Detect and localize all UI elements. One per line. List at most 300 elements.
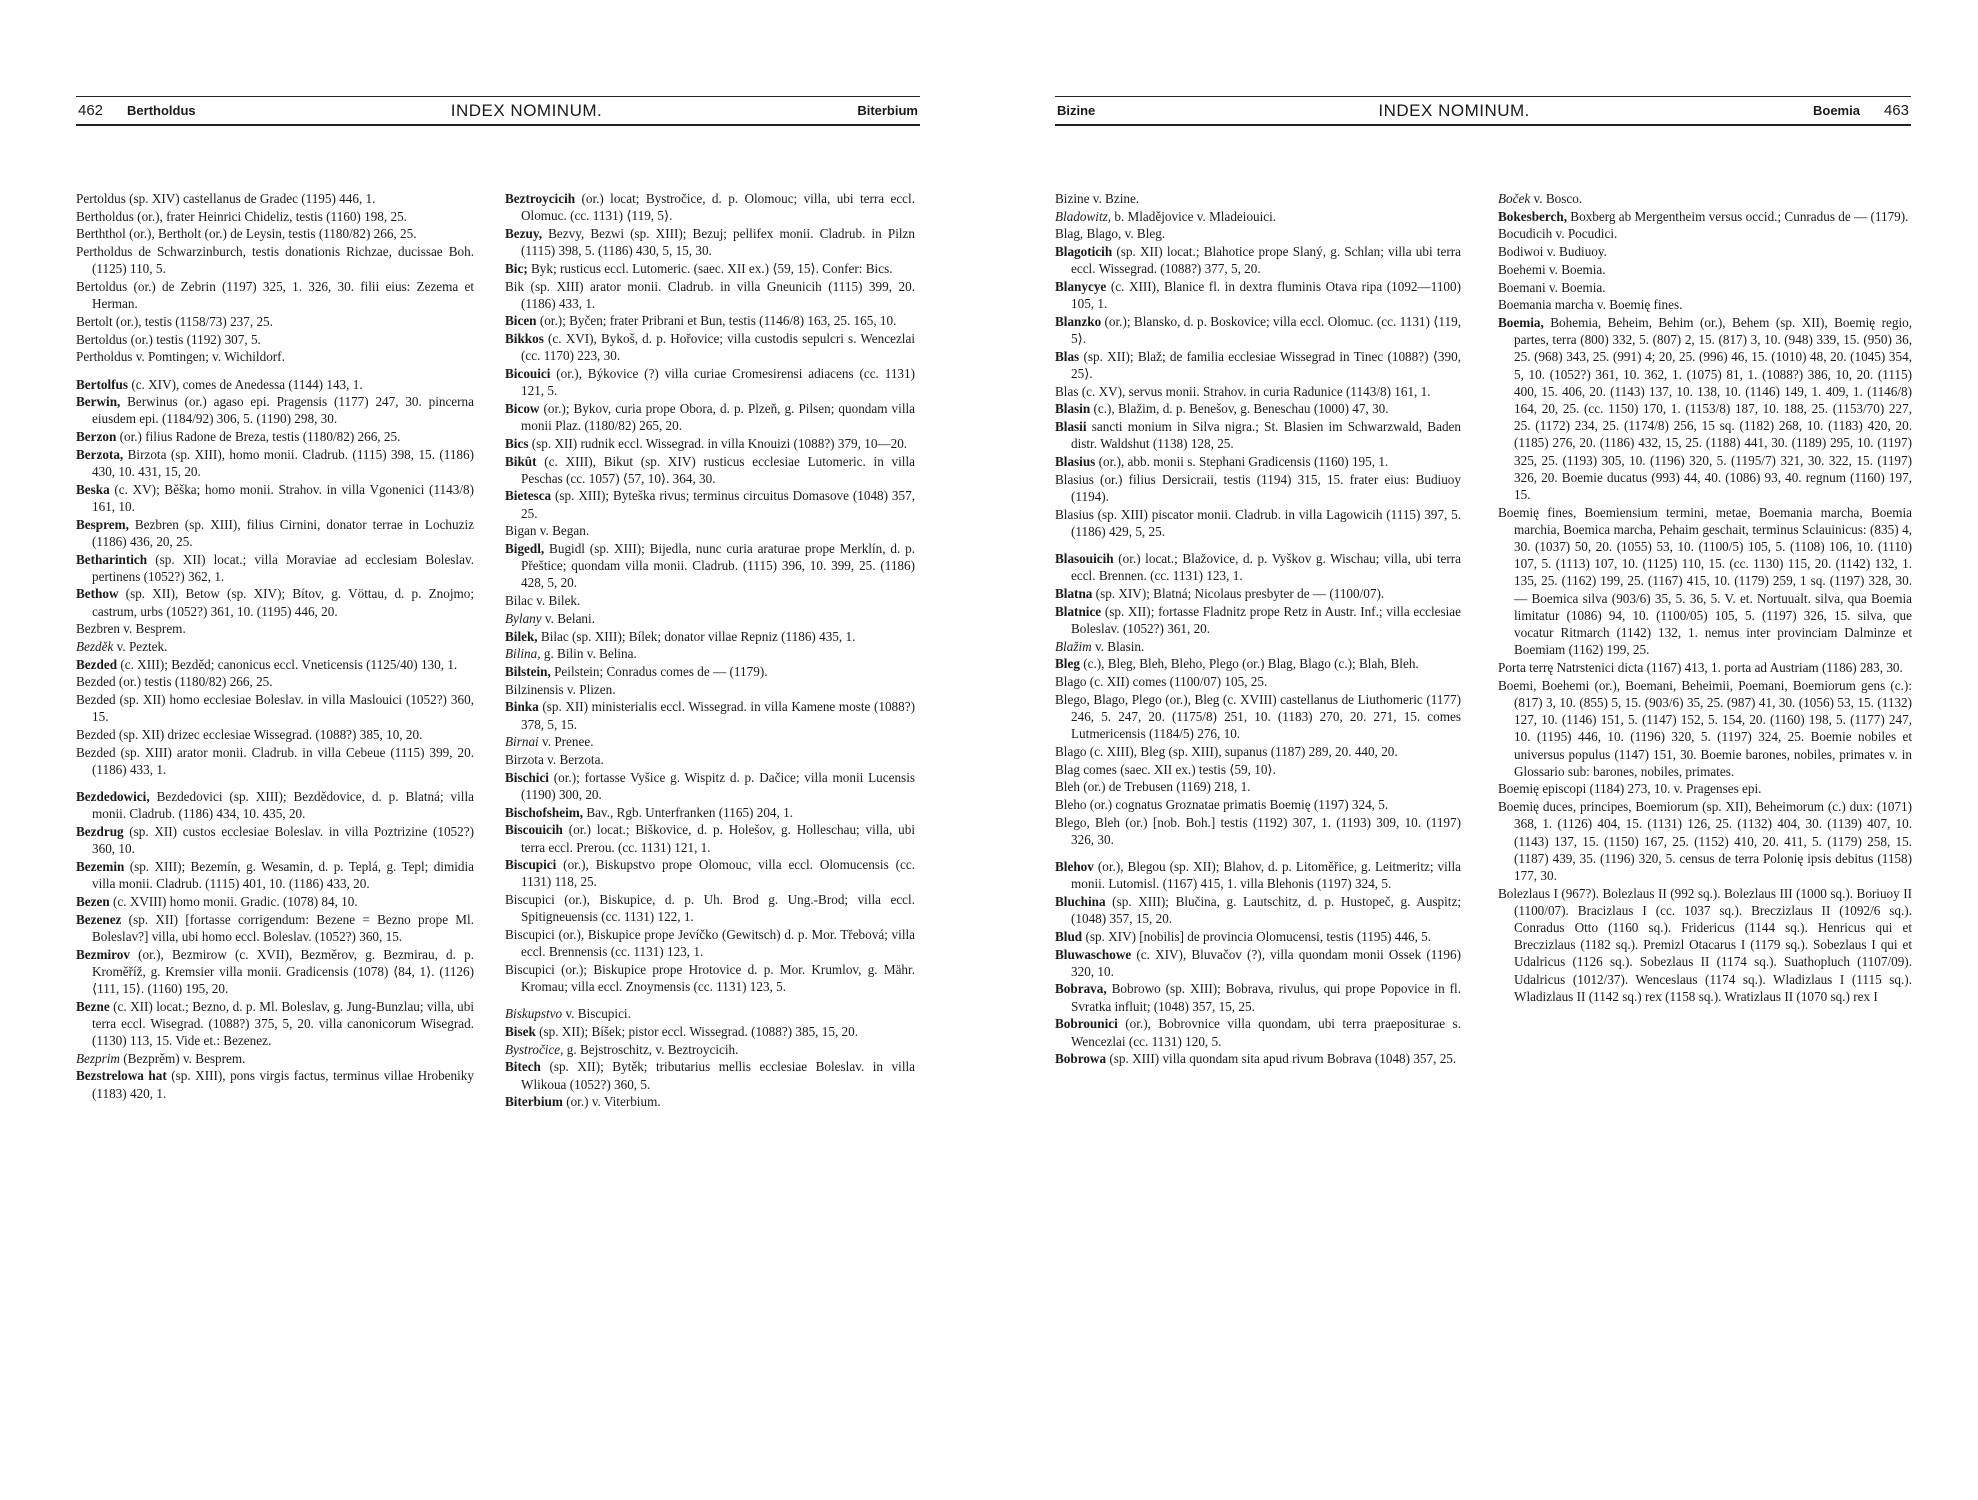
entry-text: Biscupici (or.); Biskupice prope Hrotovice d. p. Mor. Krumlov, g. Mähr. Kromau; villa eccl. Znoymensis (cc. 1131) 123, 5. xyxy=(505,961,915,995)
entry-text: (c. XIV), Bluvačov (?), villa quondam monii Ossek (1196) 320, 10. xyxy=(1071,946,1461,979)
index-entry xyxy=(76,516,474,550)
entry-headword: Bischici xyxy=(505,769,549,785)
index-entry xyxy=(505,453,915,487)
entry-text: Bertoldus (or.) de Zebrin (1197) 325, 1. 326, 30. filii eius: Zezema et Herman. xyxy=(76,279,474,312)
entry-text: Bav., Rgb. Unterfranken (1165) 204, 1. xyxy=(583,804,794,820)
page-number: 462 xyxy=(78,102,104,119)
index-entry xyxy=(505,365,915,399)
index-entry xyxy=(505,1023,915,1040)
entry-text: Bezdedovici (sp. XIII); Bezdědovice, d. p. Blatná; villa monii. Cladrub. (1186) 434, 10. 435, 20. xyxy=(92,789,474,822)
entry-text: (sp. XII); fortasse Fladnitz prope Retz in Austr. Inf.; villa ecclesiae Boleslav. (1052?) 361, 20. xyxy=(1071,603,1461,636)
entry-text: Boemi, Boehemi (or.), Boemani, Beheimii, Poemani, Boemiorum gens (c.): (817) 3, 10. (855) 5, 15. (903/6) 35, 25. (987) 41, 30. (1056) 53, 15. (1132) 127, 10. (1146) 151, 5. (1147) 152, 5. 154, 20. (1160) 198, 5. (1177) 247, 10. (1195) 446, 10. (1196) 320, 5. (1197) 324, 25. Boemie nobiles et universus populus (1147) 151, 30. Boemie barones, nobiles, primates v. in Glossario sub: barones, nobiles, primates. xyxy=(1498,677,1912,779)
entry-text: Bezded (or.) testis (1180/82) 266, 25. xyxy=(76,674,273,690)
entry-headword: Blažim xyxy=(1055,638,1092,654)
entry-headword: Bezenez xyxy=(76,911,122,927)
index-entry xyxy=(76,208,474,225)
entry-text: Blasius (sp. XIII) piscator monii. Cladrub. in villa Lagowicih (1115) 397, 5. (1186) 429, 5, 25. xyxy=(1055,506,1461,539)
index-entry xyxy=(505,225,915,259)
entry-headword: Bilek, xyxy=(505,628,538,644)
entry-text: Bezded (sp. XII) drizec ecclesiae Wissegrad. (1088?) 385, 10, 20. xyxy=(76,727,423,743)
entry-text: (c.), Blažim, d. p. Benešov, g. Beneschau (1000) 47, 30. xyxy=(1090,401,1389,417)
entry-text: v. Belani. xyxy=(541,610,595,626)
index-entry xyxy=(1498,798,1912,884)
index-entry xyxy=(505,856,915,890)
index-entry xyxy=(76,656,474,673)
entry-text: (c. XVIII) homo monii. Gradic. (1078) 84, 10. xyxy=(109,893,358,909)
index-entry xyxy=(505,610,915,627)
index-entry xyxy=(505,681,915,698)
index-entry xyxy=(76,190,474,207)
entry-text: Blas (c. XV), servus monii. Strahov. in curia Radunice (1143/8) 161, 1. xyxy=(1055,383,1431,399)
index-entry xyxy=(76,620,474,637)
index-entry xyxy=(1055,471,1461,505)
entry-headword: Bigedl, xyxy=(505,541,545,557)
index-entry xyxy=(1055,190,1461,207)
index-entry xyxy=(76,331,474,348)
index-entry xyxy=(505,1093,915,1110)
entry-headword: Bischofsheim, xyxy=(505,804,584,820)
entry-text: (or.) locat; Bystročice, d. p. Olomouc; villa, ubi terra eccl. Olomuc. (cc. 1131) ⟨119, 5⟩. xyxy=(521,191,915,224)
entry-text: Pertholdus de Schwarzinburch, testis donationis Richzae, ducissae Boh. (1125) 110, 5. xyxy=(76,244,474,277)
entry-headword: Birnai xyxy=(505,734,539,750)
entry-text: Berwinus (or.) agaso epi. Pragensis (1177) 247, 30. pincerna eiusdem epi. (1184/92) 306, 5. (1190) 298, 30. xyxy=(92,394,474,427)
entry-text: (sp. XIII); Bezemín, g. Wesamin, d. p. Teplá, g. Tepl; dimidia villa monii. Cladrub. (1115) 401, 10. (1186) 433, 20. xyxy=(92,859,474,892)
entry-text: Bobrowo (sp. XIII); Bobrava, rivulus, qui prope Popovice in fl. Svratka influit; (1048) 357, 15, 25. xyxy=(1071,981,1461,1014)
entry-headword: Bladowitz, xyxy=(1055,208,1112,224)
entry-headword: Blas xyxy=(1055,348,1080,364)
entry-text: (c.), Bleg, Bleh, Bleho, Plego (or.) Blag, Blago (c.); Blah, Bleh. xyxy=(1079,656,1419,672)
entry-headword: Berzota, xyxy=(76,446,124,462)
entry-headword: Biskupstvo xyxy=(505,1006,563,1022)
right-column-2 xyxy=(1498,190,1912,1006)
index-entry xyxy=(1055,743,1461,760)
entry-text: (c. XV); Běška; homo monii. Strahov. in villa Vgonenici (1143/8) 161, 10. xyxy=(92,481,474,514)
entry-headword: Bicen xyxy=(505,313,537,329)
entry-text: (or.), Býkovice (?) villa curiae Cromesirensi adiacens (cc. 1131) 121, 5. xyxy=(521,366,915,399)
entry-text: Bigan v. Began. xyxy=(505,523,590,539)
index-entry xyxy=(76,428,474,445)
index-entry xyxy=(505,278,915,312)
entry-headword: Bics xyxy=(505,435,529,451)
index-entry xyxy=(1498,261,1912,278)
entry-text: (or.); Byčen; frater Pribrani et Bun, testis (1146/8) 163, 25. 165, 10. xyxy=(536,313,897,329)
index-entry xyxy=(1498,208,1912,225)
entry-text: sancti monium in Silva nigra.; St. Blasien im Schwarzwald, Baden distr. Waldshut (1138) 128, 25. xyxy=(1071,419,1461,452)
entry-headword: Beztroycicih xyxy=(505,191,576,206)
index-entry xyxy=(1055,278,1461,312)
entry-text: v. Peztek. xyxy=(113,639,168,655)
index-entry xyxy=(1055,655,1461,672)
entry-headword: Bezprim xyxy=(76,1050,120,1066)
index-entry xyxy=(1055,638,1461,655)
entry-text: (sp. XII); Bytěk; tributarius mellis ecclesiae Boleslav. in villa Wlikoua (1052?) 360, 5. xyxy=(521,1059,915,1092)
index-entry xyxy=(1055,225,1461,242)
index-entry xyxy=(76,551,474,585)
entry-text: Bilzinensis v. Plizen. xyxy=(505,681,616,697)
entry-text: (or.) locat.; Blažovice, d. p. Vyškov g. Wischau; villa, ubi terra eccl. Brennen. (cc. 1131) 123, 1. xyxy=(1071,551,1461,584)
entry-text: (sp. XII), Betow (sp. XIV); Bítov, g. Vöttau, d. p. Znojmo; castrum, urbs (1052?) 361, 10. (1195) 446, 20. xyxy=(92,586,474,619)
index-entry xyxy=(505,522,915,539)
index-entry xyxy=(1055,313,1461,347)
entry-headword: Blasii xyxy=(1055,419,1087,435)
entry-text: Bertoldus (or.) testis (1192) 307, 5. xyxy=(76,331,261,347)
entry-text: (or.), Bobrovnice villa quondam, ubi terra praepositurae s. Wencezlai (cc. 1131) 120, 5. xyxy=(1071,1016,1461,1049)
index-entry xyxy=(76,726,474,743)
entry-headword: Bikût xyxy=(505,453,537,469)
index-entry xyxy=(76,673,474,690)
entry-headword: Bezemin xyxy=(76,859,125,875)
entry-text: Blago (c. XII) comes (1100/07) 105, 25. xyxy=(1055,673,1268,689)
entry-text: Bodiwoi v. Budiuoy. xyxy=(1498,244,1607,260)
entry-text: (sp. XII) ministerialis eccl. Wissegrad. in villa Kamene moste (1088?) 378, 5, 15. xyxy=(521,699,915,732)
index-entry xyxy=(76,278,474,312)
index-entry xyxy=(76,348,474,365)
index-entry xyxy=(1055,946,1461,980)
index-entry xyxy=(505,312,915,329)
entry-headword: Bertolfus xyxy=(76,376,129,392)
index-entry xyxy=(1055,980,1461,1014)
entry-text: (sp. XII); Bíšek; pistor eccl. Wissegrad. (1088?) 385, 15, 20. xyxy=(535,1024,859,1040)
index-entry xyxy=(505,435,915,452)
entry-headword: Berzon xyxy=(76,429,117,445)
entry-text: Pertholdus v. Pomtingen; v. Wichildorf. xyxy=(76,349,285,365)
entry-text: Boxberg ab Mergentheim versus occid.; Cunradus de — (1179). xyxy=(1567,208,1909,224)
entry-text: (or.), abb. monii s. Stephani Gradicensis (1160) 195, 1. xyxy=(1095,454,1389,470)
index-entry xyxy=(1498,243,1912,260)
left-running-header xyxy=(76,96,920,126)
entry-text: Blego, Bleh (or.) [nob. Boh.] testis (1192) 307, 1. (1193) 309, 10. (1197) 326, 30. xyxy=(1055,814,1461,847)
index-entry xyxy=(505,751,915,768)
entry-text: Boemani v. Boemia. xyxy=(1498,279,1606,295)
entry-headword: Bic; xyxy=(505,260,528,276)
first-catchword: Bizine xyxy=(1057,103,1096,118)
last-catchword: Boemia xyxy=(1812,103,1860,118)
right-header-end xyxy=(1813,102,1909,119)
last-catchword: Biterbium xyxy=(857,103,918,118)
index-entry xyxy=(505,628,915,645)
index-entry xyxy=(505,1041,915,1058)
entry-text: Bilac (sp. XIII); Bílek; donator villae Repniz (1186) 435, 1. xyxy=(537,628,856,644)
entry-text: b. Mladějovice v. Mladeiouici. xyxy=(1111,208,1277,224)
index-entry xyxy=(1498,314,1912,503)
entry-text: g. Bejstroschitz, v. Beztroycicih. xyxy=(563,1041,739,1057)
entry-text: Bezbren v. Besprem. xyxy=(76,621,186,637)
entry-text: Boemania marcha v. Boemię fines. xyxy=(1498,297,1683,313)
page-number: 463 xyxy=(1883,102,1909,119)
entry-text: (sp. XII); Blaž; de familia ecclesiae Wissegrad in Tinec (1088?) ⟨390, 25⟩. xyxy=(1071,348,1461,382)
entry-headword: Bezen xyxy=(76,893,110,909)
entry-text: Byk; rusticus eccl. Lutomeric. (saec. XII ex.) ⟨59, 15⟩. Confer: Bics. xyxy=(527,260,893,276)
index-entry xyxy=(1498,780,1912,797)
index-entry xyxy=(1498,659,1912,676)
left-header-start xyxy=(78,102,196,119)
entry-text: v. Biscupici. xyxy=(562,1006,631,1022)
entry-headword: Bezuy, xyxy=(505,225,542,241)
entry-text: Bezbren (sp. XIII), filius Cirnini, donator terrae in Lochuziz (1186) 436, 20, 25. xyxy=(92,516,474,549)
index-entry xyxy=(76,225,474,242)
index-entry xyxy=(505,733,915,750)
entry-text: Bolezlaus I (967?). Bolezlaus II (992 sq.). Bolezlaus III (1000 sq.). Boriuoy II (1100/07). Bracizlaus I (cc. 1037 sq.). Breczizlaus II (1092/6 sq.). Conradus Otto (1160 sq.). Fridericus (1144 sq.). Henricus qui et Breczizlaus (1182 sq.). Premizl Otacarus I (1179 sq.). Sobezlaus I qui et Udalricus (1126 sq.). Sobezlaus II (1174 sq.). Suathopluch (1107/09). Udalricus (1012/37). Wenceslaus (1174 sq.). Wladizlaus I (1115 sq.). Wladizlaus II (1142 sq.) rex (1158 sq.). Wratizlaus II (1070 sq.) rex I xyxy=(1498,885,1912,1004)
entry-headword: Bezstrelowa hat xyxy=(76,1068,167,1084)
entry-text: (sp. XIII); Byteška rivus; terminus circuitus Domasove (1048) 357, 25. xyxy=(521,488,915,521)
entry-text: v. Bosco. xyxy=(1530,191,1583,206)
index-entry xyxy=(505,540,915,592)
entry-text: v. Blasin. xyxy=(1091,638,1145,654)
index-entry xyxy=(76,313,474,330)
entry-headword: Blanycye xyxy=(1055,279,1107,295)
entry-headword: Bezne xyxy=(76,998,110,1014)
entry-text: Porta terrę Natrstenici dicta (1167) 413, 1. porta ad Austriam (1186) 283, 30. xyxy=(1498,659,1903,675)
entry-text: Blego, Blago, Plego (or.), Bleg (c. XVIII) castellanus de Liuthomeric (1177) 246, 5. 247, 20. (1175/8) 251, 10. (1183) 270, 20. 271, 15. comes Lutmericensis (1184/5) 276, 10. xyxy=(1055,691,1461,742)
index-entry xyxy=(76,481,474,515)
left-column-2 xyxy=(505,190,915,1111)
index-entry xyxy=(1055,383,1461,400)
entry-headword: Besprem, xyxy=(76,516,129,532)
entry-text: (or.) filius Radone de Breza, testis (1180/82) 266, 25. xyxy=(116,429,401,445)
entry-text: (or.), Biskupstvo prope Olomouc, villa eccl. Olomucensis (cc. 1131) 118, 25. xyxy=(521,857,915,890)
entry-headword: Bobrounici xyxy=(1055,1016,1118,1032)
entry-text: Biscupici (or.), Biskupice, d. p. Uh. Brod g. Ung.-Brod; villa eccl. Spitigneuensis (cc. 1131) 122, 1. xyxy=(505,892,915,925)
entry-text: Bezvy, Bezwi (sp. XIII); Bezuj; pellifex monii. Cladrub. in Pilzn (1115) 398, 5. (1186) 430, 5, 15, 30. xyxy=(521,225,915,259)
entry-text: (or.), Bezmirow (c. XVII), Bezměrov, g. Bezmirau, d. p. Kroměříž, g. Kremsier villa monii. Gradicensis (1078) ⟨84, 1⟩. (1126) ⟨111, 15⟩. (1160) 195, 20. xyxy=(92,946,474,996)
entry-text: Bertholdus (or.), frater Heinrici Chideliz, testis (1160) 198, 25. xyxy=(76,208,407,224)
entry-headword: Bylany xyxy=(505,610,542,626)
entry-text: g. Bilin v. Belina. xyxy=(540,646,637,662)
entry-text: Bizine v. Bzine. xyxy=(1055,191,1140,206)
entry-headword: Boemia, xyxy=(1498,314,1544,330)
index-entry xyxy=(1055,796,1461,813)
index-entry xyxy=(76,376,474,393)
entry-headword: Berwin, xyxy=(76,394,121,410)
index-entry xyxy=(76,1067,474,1101)
index-entry xyxy=(1498,504,1912,659)
index-entry xyxy=(1055,400,1461,417)
index-entry xyxy=(76,691,474,725)
index-entry xyxy=(1498,190,1912,207)
entry-text: (sp. XII) locat.; Blahotice prope Slaný, g. Schlan; villa ubi terra eccl. Wissegrad. (1088?) 377, 5, 20. xyxy=(1071,244,1461,277)
index-entry xyxy=(76,585,474,619)
index-entry xyxy=(505,645,915,662)
entry-headword: Bezmirov xyxy=(76,946,130,962)
index-entry xyxy=(505,260,915,277)
index-entry xyxy=(1055,1015,1461,1049)
entry-text: (sp. XII) locat.; villa Moraviae ad ecclesiam Boleslav. pertinens (1052?) 362, 1. xyxy=(92,551,474,584)
index-entry xyxy=(1055,243,1461,277)
entry-text: Pertoldus (sp. XIV) castellanus de Gradec (1195) 446, 1. xyxy=(76,191,376,206)
index-entry xyxy=(505,891,915,925)
entry-text: (sp. XII) custos ecclesiae Boleslav. in villa Poztrizine (1052?) 360, 10. xyxy=(92,824,474,857)
index-entry xyxy=(1055,418,1461,452)
entry-headword: Bethow xyxy=(76,586,119,602)
entry-headword: Blatna xyxy=(1055,585,1093,601)
entry-headword: Bietesca xyxy=(505,488,552,504)
entry-text: Birzota v. Berzota. xyxy=(505,752,604,767)
entry-headword: Bezdrug xyxy=(76,824,124,840)
index-entry xyxy=(1055,603,1461,637)
index-entry xyxy=(505,592,915,609)
entry-text: (sp. XIII), pons virgis factus, terminus villae Hrobeniky (1183) 420, 1. xyxy=(92,1068,474,1101)
entry-text: Bugidl (sp. XIII); Bijedla, nunc curia araturae prope Merklín, d. p. Přeštice; quondam villa monii. Cladrub. (1115) 396, 10. 399, 25. (1186) 428, 5, 20. xyxy=(521,541,915,591)
entry-headword: Bezděk xyxy=(76,639,114,655)
entry-headword: Boček xyxy=(1498,191,1531,206)
index-entry xyxy=(1055,348,1461,382)
index-entry xyxy=(505,400,915,434)
index-entry xyxy=(505,821,915,855)
index-entry xyxy=(1498,296,1912,313)
entry-headword: Beska xyxy=(76,481,110,497)
entry-text: Bohemia, Beheim, Behim (or.), Behem (sp. XII), Boemię regio, partes, terra (800) 332, 5. (807) 2, 15. (817) 3, 10. (948) 339, 15. (950) 36, 25. (968) 343, 25. (991) 4; 20, 25. (996) 46, 15. (1010) 48, 20. (1045) 354, 5, 10. (1052?) 361, 10. 362, 1. (1075) 81, 1. (1088?) 386, 10, 20. (1115) 400, 15. 406, 20. (1143) 137, 10. 138, 10. (1146) 149, 1. 409, 1. (1146/8) 164, 20, 25. (cc. 1150) 170, 1. (1153/8) 187, 10. 188, 25. (1153/70) 227, 25. (1172) 234, 25. (1174/8) 256, 15 sq. (1182) 268, 10. (1183) 420, 20. (1185) 276, 20. (1186) 432, 15, 25. (1188) 441, 30. (1189) 295, 10. (1197) 325, 25. (1193) 305, 10. (1196) 320, 5. (1195/7) 321, 30. 322, 15. (1197) 326, 20. Boemie ducatus (993) 44, 40. (1086) 93, 40. regnum (1160) 197, 15. xyxy=(1514,314,1912,502)
index-entry xyxy=(1055,673,1461,690)
entry-text: Blag, Blago, v. Bleg. xyxy=(1055,226,1166,242)
right-page xyxy=(989,0,1978,1500)
right-column-1 xyxy=(1055,190,1461,1068)
entry-text: Bertolt (or.), testis (1158/73) 237, 25. xyxy=(76,313,273,329)
entry-text: Boemię fines, Boemiensium termini, metae, Boemania marcha, Boemia marchia, Boemica marcha, Pehaim geschait, terminus Sclauinicus: (835) 4, 30. (1037) 50, 20. (1055) 53, 10. (1100/5) 105, 5. (1108) 106, 10. (1110) 107, 5. (1113) 107, 10. (1125) 110, 15. (cc. 1130) 115, 20. (1142) 132, 1. 135, 25. (1162) 199, 25. (1167) 415, 10. (1179) 259, 1 sq. (1197) 328, 30. — Boemica silva (903/6) 35, 5. 36, 5. V. et. Nortuualt. silva, qua Boemia limitatur (1086) 94, 10. (1100/05) 105, 5. (1197) 326, 15. silva, que vocatur Ritmarch (1142) 132, 1. nemus inter provinciam Dalminze et Boemiam (1162) 199, 25. xyxy=(1498,504,1912,658)
index-entry xyxy=(76,1050,474,1067)
entry-headword: Bicow xyxy=(505,400,540,416)
entry-headword: Bilstein, xyxy=(505,663,551,679)
entry-headword: Blud xyxy=(1055,928,1083,944)
entry-text: Bleh (or.) de Trebusen (1169) 218, 1. xyxy=(1055,779,1251,795)
first-catchword: Bertholdus xyxy=(127,103,196,118)
entry-headword: Bilina, xyxy=(505,646,541,662)
entry-text: (sp. XIV); Blatná; Nicolaus presbyter de — (1100/07). xyxy=(1092,585,1385,601)
entry-headword: Biscupici xyxy=(505,857,557,873)
entry-text: (sp. XIV) [nobilis] de provincia Olomucensi, testis (1195) 446, 5. xyxy=(1082,928,1432,944)
entry-text: Blasius (or.) filius Dersicraii, testis (1194) 315, 15. frater eius: Budiuoy (1194). xyxy=(1055,471,1461,504)
index-entry xyxy=(505,769,915,803)
index-entry xyxy=(505,1005,915,1022)
entry-text: Bilac v. Bilek. xyxy=(505,593,581,609)
index-entry xyxy=(505,804,915,821)
index-entry xyxy=(1055,778,1461,795)
entry-headword: Bezded xyxy=(76,656,118,672)
entry-headword: Blanzko xyxy=(1055,313,1102,329)
entry-text: (c. XIII), Blanice fl. in dextra fluminis Otava ripa (1092—1100) 105, 1. xyxy=(1071,279,1461,312)
entry-text: (or.); Blansko, d. p. Boskovice; villa eccl. Olomuc. (cc. 1131) ⟨119, 5⟩. xyxy=(1071,313,1461,347)
entry-text: Boemię episcopi (1184) 273, 10. v. Pragenses epi. xyxy=(1498,781,1762,797)
entry-headword: Blasius xyxy=(1055,454,1096,470)
index-entry xyxy=(1055,208,1461,225)
left-column-1 xyxy=(76,190,474,1102)
entry-text: Boemię duces, principes, Boemiorum (sp. XII), Beheimorum (c.) dux: (1071) 368, 1. (1126) 404, 15. (1131) 126, 25. (1132) 404, 30. (1139) 407, 10. (1143) 137, 15. (1150) 167, 25. (1152) 410, 20. 411, 5. (1179) 258, 15. (1187) 439, 35. (1196) 320, 5. census de terra Polonię ipsis debitus (1158) 177, 30. xyxy=(1498,799,1912,883)
running-title: INDEX NOMINUM. xyxy=(1378,100,1530,120)
index-entry xyxy=(76,998,474,1050)
entry-text: (c. XIII), Bikut (sp. XIV) rusticus ecclesiae Lutomeric. in villa Peschas (cc. 1057) ⟨57, 10⟩. 364, 30. xyxy=(521,453,915,486)
index-entry xyxy=(505,487,915,521)
index-entry xyxy=(505,698,915,732)
entry-headword: Blasouicih xyxy=(1055,551,1114,567)
entry-headword: Bystročice, xyxy=(505,1041,564,1057)
entry-headword: Bobrava, xyxy=(1055,981,1107,997)
index-entry xyxy=(1055,1050,1461,1067)
index-entry xyxy=(76,744,474,778)
entry-text: Biscupici (or.), Biskupice prope Jevíčko (Gewitsch) d. p. Mor. Třebová; villa eccl. Brennensis (cc. 1131) 123, 1. xyxy=(505,927,915,960)
entry-headword: Biterbium xyxy=(505,1094,563,1110)
index-entry xyxy=(76,893,474,910)
entry-text: (or.), Blegou (sp. XII); Blahov, d. p. Litoměřice, g. Leitmeritz; villa monii. Lutomisl. (1167) 415, 1. villa Blehonis (1197) 324, 5. xyxy=(1071,859,1461,892)
index-entry xyxy=(76,858,474,892)
entry-text: Bik (sp. XIII) arator monii. Cladrub. in villa Gneunicih (1115) 399, 20. (1186) 433, 1. xyxy=(505,278,915,311)
entry-headword: Blatnice xyxy=(1055,603,1102,619)
entry-text: (c. XVI), Bykoš, d. p. Hořovice; villa custodis sepulcri s. Wencezlai (cc. 1170) 223, 30. xyxy=(521,331,915,364)
running-title: INDEX NOMINUM. xyxy=(450,100,603,120)
entry-text: (c. XIV), comes de Anedessa (1144) 143, 1. xyxy=(128,376,363,392)
index-entry xyxy=(1055,761,1461,778)
entry-text: Berththol (or.), Bertholt (or.) de Leysin, testis (1180/82) 266, 25. xyxy=(76,226,417,242)
right-running-header xyxy=(1055,96,1911,126)
entry-text: Bocudicih v. Pocudici. xyxy=(1498,226,1618,242)
index-entry xyxy=(1055,691,1461,743)
entry-headword: Bleg xyxy=(1055,656,1080,672)
index-entry xyxy=(76,911,474,945)
entry-headword: Betharintich xyxy=(76,551,148,567)
entry-text: (c. XIII); Bezděd; canonicus eccl. Vneticensis (1125/40) 130, 1. xyxy=(117,656,458,672)
entry-headword: Bezdedowici, xyxy=(76,789,150,805)
index-entry xyxy=(76,393,474,427)
entry-text: (or.); fortasse Vyšice g. Wispitz d. p. Dačice; villa monii Lucensis (1190) 300, 20. xyxy=(521,769,915,802)
index-entry xyxy=(1055,453,1461,470)
entry-headword: Blasin xyxy=(1055,401,1091,417)
entry-text: Blago (c. XIII), Bleg (sp. XIII), supanus (1187) 289, 20. 440, 20. xyxy=(1055,743,1398,759)
entry-headword: Bisek xyxy=(505,1024,536,1040)
entry-text: (Bezprěm) v. Besprem. xyxy=(119,1050,246,1066)
entry-headword: Bokesberch, xyxy=(1498,208,1567,224)
entry-text: (or.) v. Viterbium. xyxy=(562,1094,661,1110)
entry-text: Bezded (sp. XIII) arator monii. Cladrub. in villa Cebeue (1115) 399, 20. (1186) 433, 1. xyxy=(76,744,474,777)
entry-headword: Blehov xyxy=(1055,859,1094,875)
entry-text: (sp. XII) rudnik eccl. Wissegrad. in villa Knouizi (1088?) 379, 10—20. xyxy=(528,435,908,451)
entry-text: Boehemi v. Boemia. xyxy=(1498,261,1606,277)
entry-text: Peilstein; Conradus comes de — (1179). xyxy=(550,663,768,679)
entry-text: Bezded (sp. XII) homo ecclesiae Boleslav. in villa Maslouici (1052?) 360, 15. xyxy=(76,692,474,725)
index-entry xyxy=(1055,858,1461,892)
index-entry xyxy=(1055,928,1461,945)
index-entry xyxy=(1498,225,1912,242)
index-entry xyxy=(505,1058,915,1092)
entry-text: (or.) locat.; Biškovice, d. p. Holešov, g. Holleschau; villa, ubi terra eccl. Prerou. (cc. 1131) 121, 1. xyxy=(521,822,915,855)
index-entry xyxy=(76,243,474,277)
entry-headword: Bicouici xyxy=(505,366,551,382)
entry-headword: Bluwaschowe xyxy=(1055,946,1132,962)
entry-text: (sp. XIII) villa quondam sita apud rivum Bobrava (1048) 357, 25. xyxy=(1106,1051,1457,1067)
index-entry xyxy=(505,961,915,995)
index-entry xyxy=(1055,814,1461,848)
entry-headword: Blagoticih xyxy=(1055,244,1113,260)
entry-text: Birzota (sp. XIII), homo monii. Cladrub. (1115) 398, 15. (1186) 430, 10. 431, 15, 20. xyxy=(92,446,474,480)
entry-headword: Bobrowa xyxy=(1055,1051,1107,1067)
index-entry xyxy=(1055,893,1461,927)
index-entry xyxy=(505,330,915,364)
entry-text: (sp. XII) [fortasse corrigendum: Bezene = Bezno prope Ml. Boleslav?] villa, ubi homo eccl. Boleslav. (1052?) 360, 15. xyxy=(92,911,474,944)
entry-headword: Biscouicih xyxy=(505,822,563,838)
index-entry xyxy=(505,190,915,224)
entry-text: (c. XII) locat.; Bezno, d. p. Ml. Boleslav, g. Jung-Bunzlau; villa, ubi terra eccl. Wisegrad. (1088?) 375, 5, 20. villa canonicorum Wisegrad. (1130) 113, 15. Vide et.: Bezenez. xyxy=(92,998,474,1049)
index-entry xyxy=(76,788,474,822)
index-entry xyxy=(76,946,474,998)
entry-headword: Bikkos xyxy=(505,331,544,347)
entry-text: v. Prenee. xyxy=(538,734,594,750)
index-entry xyxy=(76,823,474,857)
entry-headword: Bluchina xyxy=(1055,893,1106,909)
index-entry xyxy=(1498,885,1912,1005)
index-entry xyxy=(505,926,915,960)
index-entry xyxy=(1055,506,1461,540)
entry-headword: Bitech xyxy=(505,1059,541,1075)
index-entry xyxy=(1055,585,1461,602)
index-entry xyxy=(505,663,915,680)
entry-text: (or.); Bykov, curia prope Obora, d. p. Plzeň, g. Pilsen; quondam villa monii Plaz. (1180/82) 265, 20. xyxy=(521,400,915,434)
